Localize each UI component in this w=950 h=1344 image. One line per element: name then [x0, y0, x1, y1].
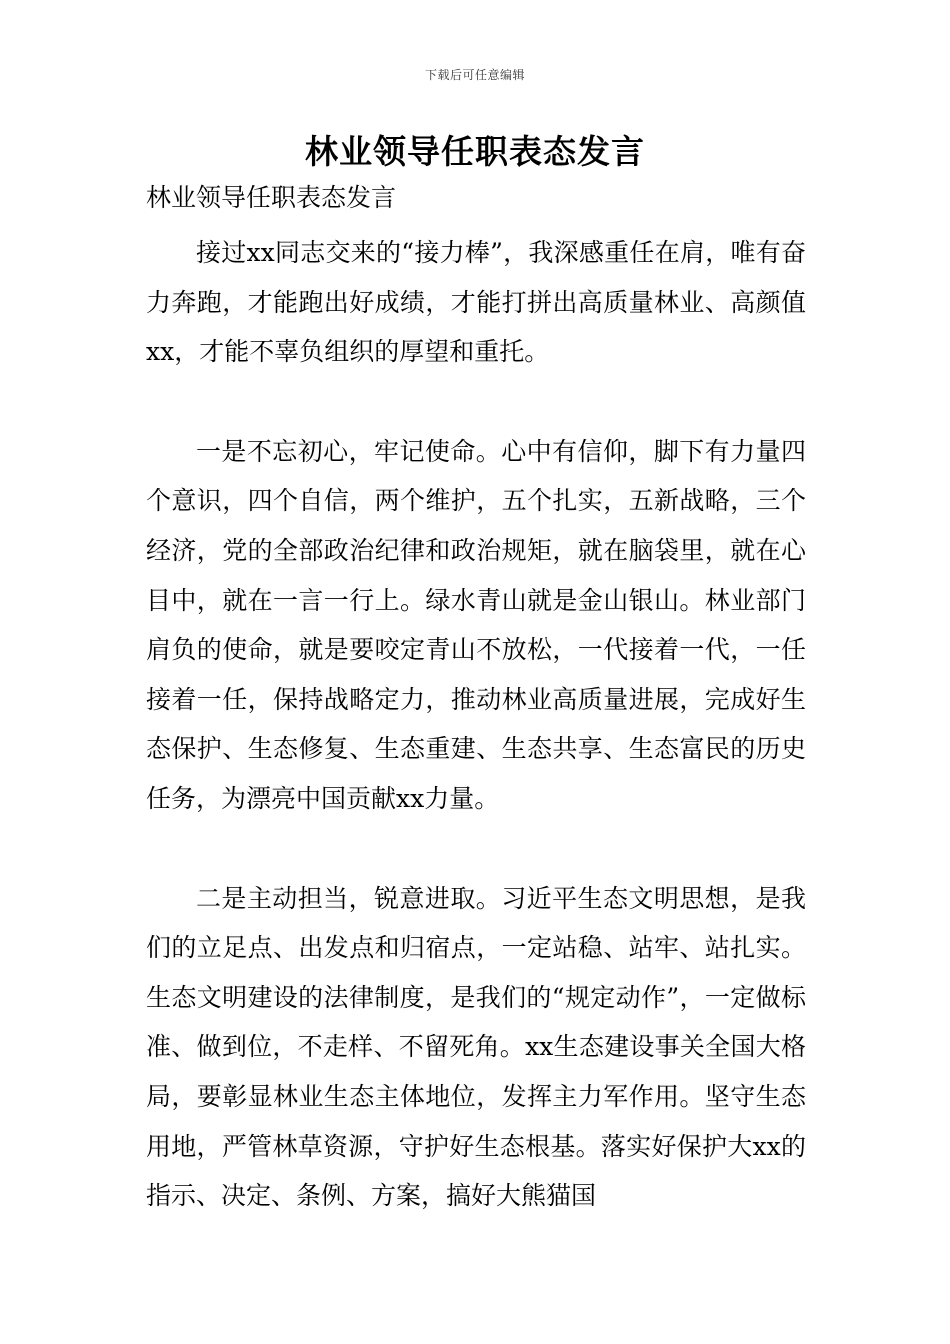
paragraph-gap	[146, 377, 806, 427]
paragraph-gap	[146, 824, 806, 874]
document-title: 林业领导任职表态发言	[305, 132, 645, 171]
document-body	[146, 180, 806, 1221]
header-note: 下载后可任意编辑	[424, 68, 525, 82]
paragraph-point-one: 一是不忘初心，牢记使命。心中有信仰，脚下有力量四个意识，四个自信，两个维护，五个扎实，五新战略，三个经济，党的全部政治纪律和政治规矩，就在脑袋里，就在心目中，就在一言一行上。绿水青山就是金山银山。林业部门肩负的使命，就是要咬定青山不放松，一代接着一代，一任接着一任，保持战略定力，推动林业高质量进展，完成好生态保护、生态修复、生态重建、生态共享、生态富民的历史任务，为漂亮中国贡献xx力量。	[146, 436, 806, 813]
paragraph-point-two: 二是主动担当，锐意进取。习近平生态文明思想，是我们的立足点、出发点和归宿点，一定站稳、站牢、站扎实。生态文明建设的法律制度，是我们的“规定动作”，一定做标准、做到位，不走样、不留死角。xx生态建设事关全国大格局，要彰显林业生态主体地位，发挥主力军作用。坚守生态用地，严管林草资源，守护好生态根基。落实好保护大xx的指示、决定、条例、方案，搞好大熊猫国	[146, 883, 806, 1211]
document-subtitle: 林业领导任职表态发言	[146, 183, 397, 212]
paragraph-intro: 接过xx同志交来的“接力棒”，我深感重任在肩，唯有奋力奔跑，才能跑出好成绩，才能打拼出高质量林业、高颜值xx，才能不辜负组织的厚望和重托。	[146, 238, 806, 367]
